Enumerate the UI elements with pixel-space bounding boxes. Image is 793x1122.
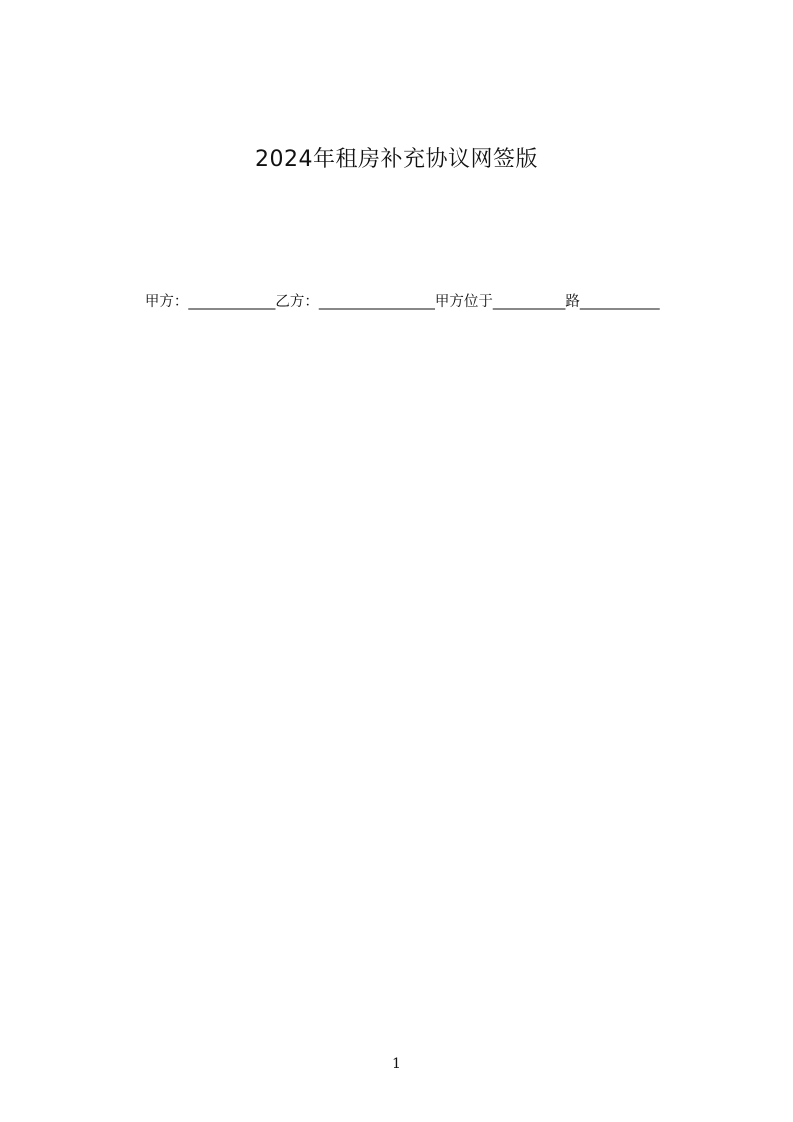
document-title: 2024年租房补充协议网签版 xyxy=(255,147,538,172)
page-number: 1 xyxy=(392,1056,401,1072)
document-body: 甲方：____________乙方：________________甲方位于__________路___________ xyxy=(108,294,660,310)
